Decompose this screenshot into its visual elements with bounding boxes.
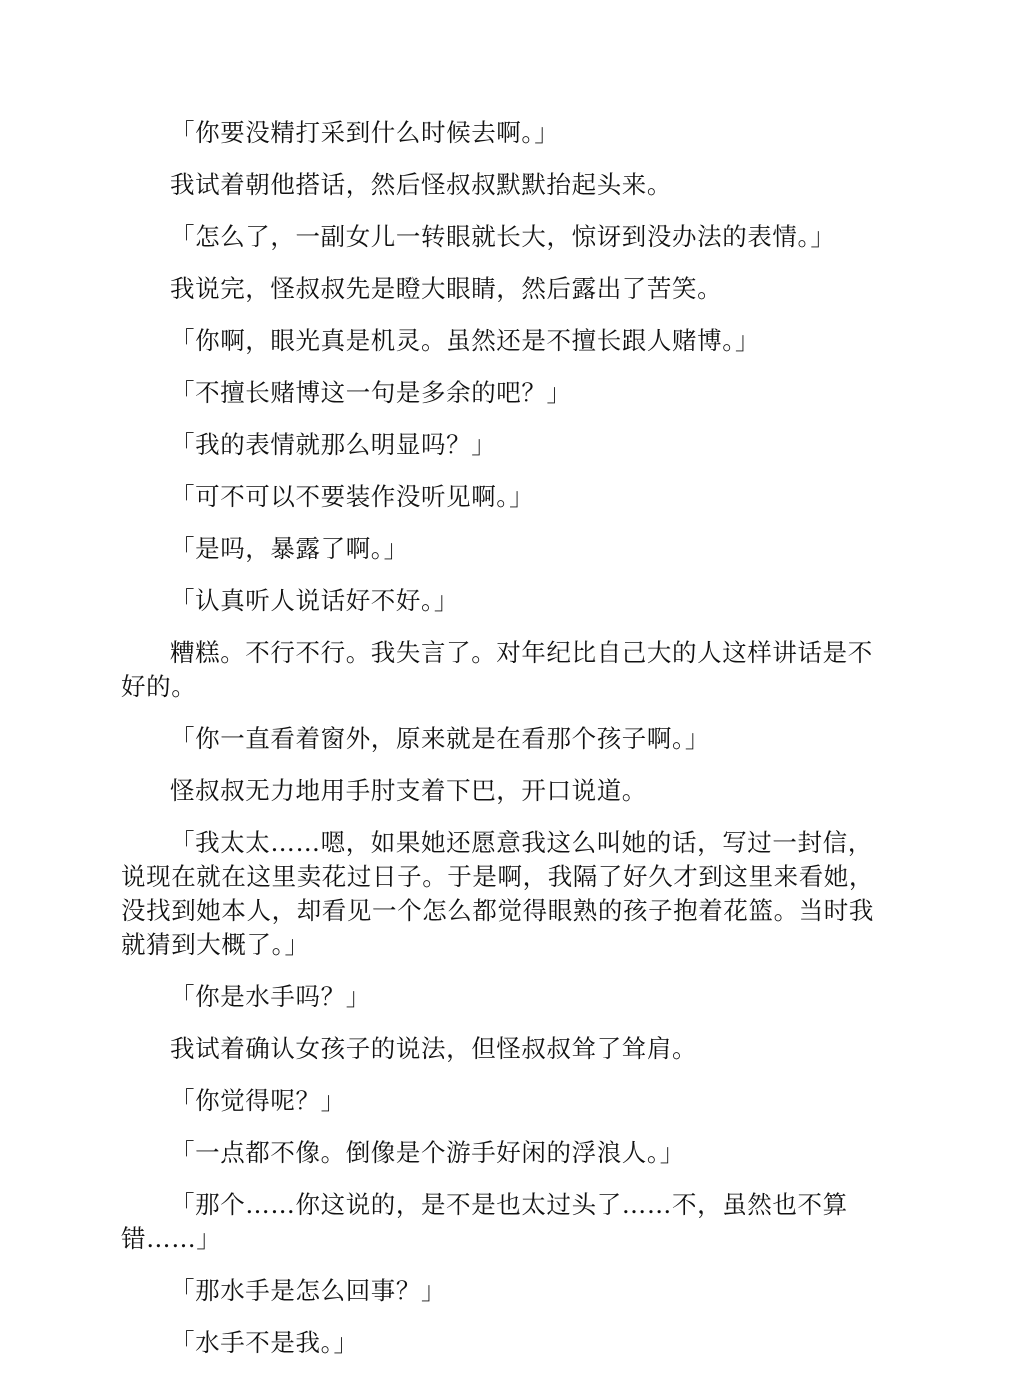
paragraph: 怪叔叔无力地用手肘支着下巴，开口说道。: [170, 776, 647, 805]
paragraph: 「我的表情就那么明显吗？」: [170, 430, 497, 459]
paragraph: 糟糕。不行不行。我失言了。对年纪比自己大的人这样讲话是不好的。: [121, 638, 873, 701]
paragraph: 「你啊，眼光真是机灵。虽然还是不擅长跟人赌博。」: [170, 326, 761, 355]
paragraph: 「你要没精打采到什么时候去啊。」: [170, 118, 560, 147]
paragraph: 「是吗，暴露了啊。」: [170, 534, 409, 563]
paragraph: 「不擅长赌博这一句是多余的吧？」: [170, 378, 572, 407]
paragraph: 「可不可以不要装作没听见啊。」: [170, 482, 535, 511]
paragraph: 我试着确认女孩子的说法，但怪叔叔耸了耸肩。: [170, 1034, 698, 1063]
paragraph: 「你是水手吗？」: [170, 982, 371, 1011]
paragraph: 「一点都不像。倒像是个游手好闲的浮浪人。」: [170, 1138, 685, 1167]
paragraph: 「我太太……嗯，如果她还愿意我这么叫她的话，写过一封信，说现在就在这里卖花过日子。于是啊，我隔了好久才到这里来看她，没找到她本人，却看见一个怎么都觉得眼熟的孩子抱着花篮。当时我就猜到大概了。」: [121, 828, 874, 959]
paragraph: 「怎么了，一副女儿一转眼就长大，惊讶到没办法的表情。」: [170, 222, 836, 251]
paragraph: 「那个……你这说的，是不是也太过头了……不，虽然也不算错……」: [121, 1190, 848, 1253]
body-text: [121, 116, 897, 1378]
paragraph: 「那水手是怎么回事？」: [170, 1276, 447, 1305]
paragraph: 「水手不是我。」: [170, 1328, 359, 1357]
paragraph: 「认真听人说话好不好。」: [170, 586, 459, 615]
paragraph: 「你一直看着窗外，原来就是在看那个孩子啊。」: [170, 724, 710, 753]
paragraph: 「你觉得呢？」: [170, 1086, 346, 1115]
paragraph: 我试着朝他搭话，然后怪叔叔默默抬起头来。: [170, 170, 672, 199]
paragraph: 我说完，怪叔叔先是瞪大眼睛，然后露出了苦笑。: [170, 274, 723, 303]
